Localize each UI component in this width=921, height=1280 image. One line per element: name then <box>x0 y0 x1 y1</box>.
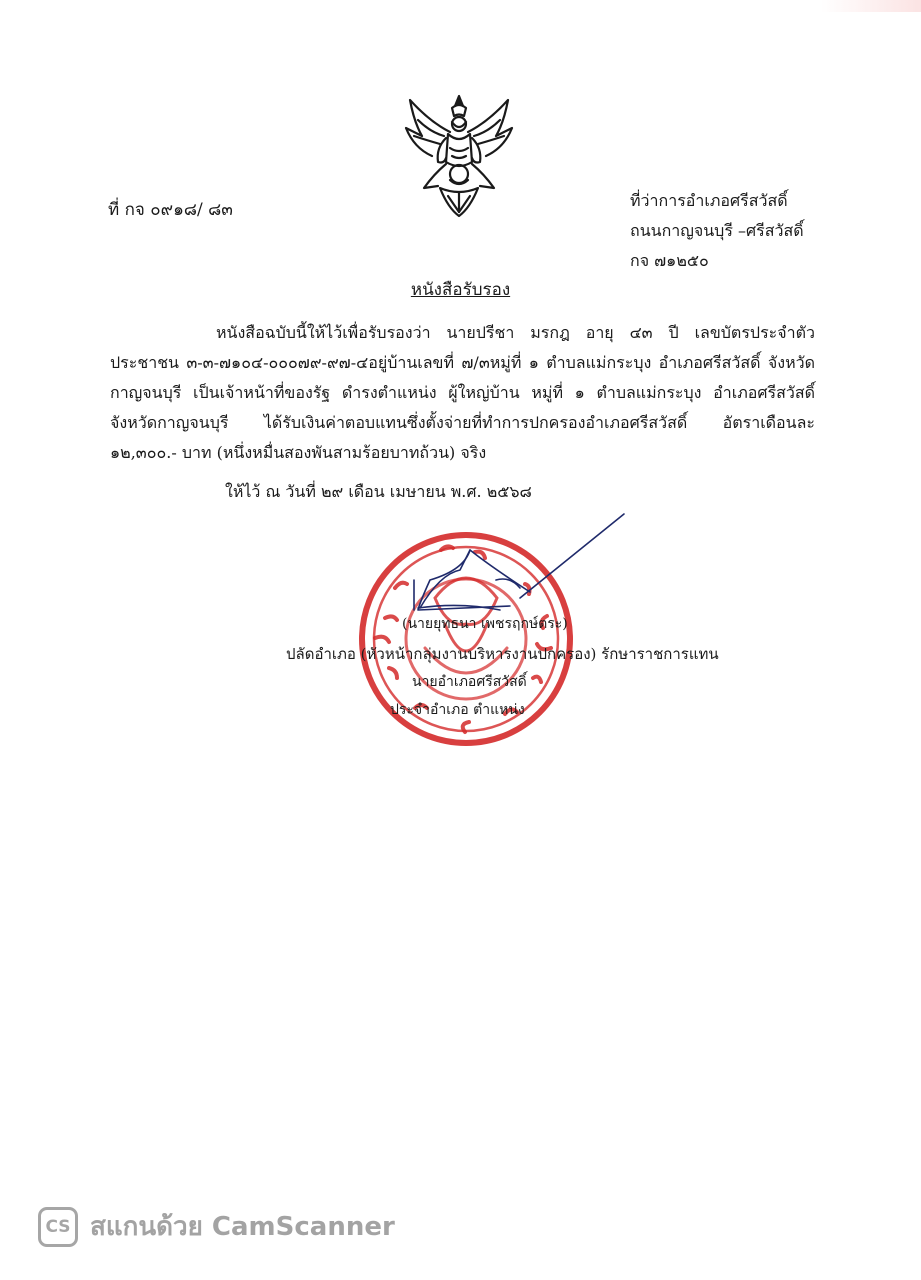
certificate-body: หนังสือฉบับนี้ให้ไว้เพื่อรับรองว่า นายปรีชา มรกฎ อายุ ๔๓ ปี เลขบัตรประจำตัวประชาชน ๓-๓-๗๑๐๔-๐๐๐๗๙-๙๗-๔อยู่บ้านเลขที่ ๗/๓หมู่ที่ ๑ ตำบลแม่กระบุง อำเภอศรีสวัสดิ์ จังหวัดกาญจนบุรี เป็นเจ้าหน้าที่ของรัฐ ดำรงตำแหน่ง ผู้ใหญ่บ้าน หมู่ที่ ๑ ตำบลแม่กระบุง อำเภอศรีสวัสดิ์ จังหวัดกาญจนบุรี ได้รับเงินค่าตอบแทนซึ่งตั้งจ่ายที่ทำการปกครองอำเภอศรีสวัสดิ์ อัตราเดือนละ ๑๒,๓๐๐.- บาท (หนึ่งหมื่นสองพันสามร้อยบาทถ้วน) จริง <box>110 323 815 462</box>
corner-mark <box>821 0 921 12</box>
reference-number: ที่ กจ ๐๙๑๘/ ๘๓ <box>108 200 233 220</box>
signatory-position-3: ประจำอำเภอ ตำแหน่ง <box>390 702 525 718</box>
document-title: หนังสือรับรอง <box>410 280 511 300</box>
given-date: ให้ไว้ ณ วันที่ ๒๙ เดือน เมษายน พ.ศ. ๒๕๖๘ <box>225 482 532 501</box>
camscanner-text: สแกนด้วย CamScanner <box>90 1212 395 1242</box>
signatory-position-1: ปลัดอำเภอ (หัวหน้ากลุ่มงานบริหารงานปกครอง) รักษาราชการแทน <box>286 645 719 663</box>
signatory-name: (นายยุทธนา เพชรฤกษ์ตระ) <box>402 616 568 632</box>
office-address <box>630 186 804 276</box>
address-line-2: ถนนกาญจนบุรี –ศรีสวัสดิ์ <box>630 221 804 240</box>
signatory-position-2: นายอำเภอศรีสวัสดิ์ <box>412 674 527 690</box>
camscanner-logo-icon: CS <box>38 1207 78 1247</box>
garuda-emblem-icon <box>400 92 518 220</box>
camscanner-footer <box>38 1206 395 1247</box>
address-line-3: กจ ๗๑๒๕๐ <box>630 251 709 270</box>
address-line-1: ที่ว่าการอำเภอศรีสวัสดิ์ <box>630 191 788 210</box>
